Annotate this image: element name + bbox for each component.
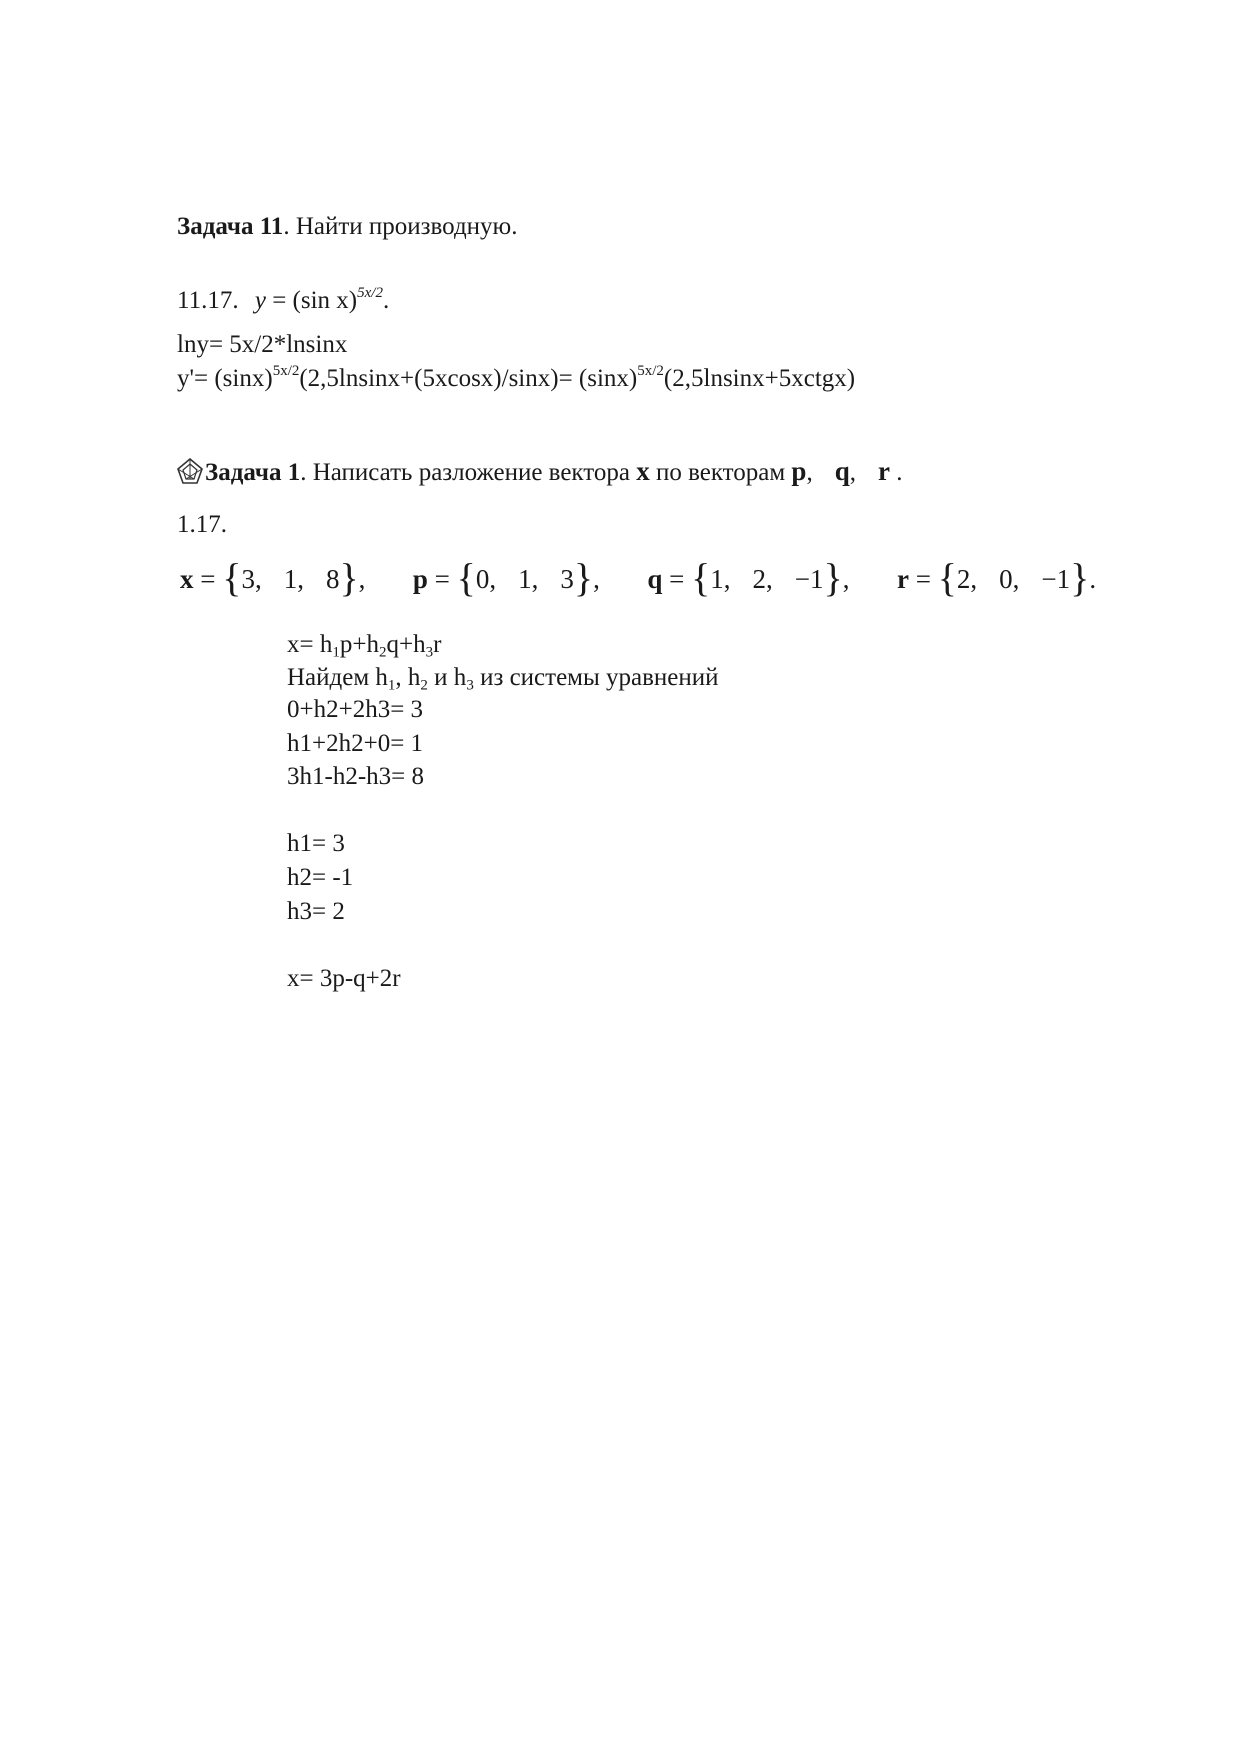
subscript: 1 <box>387 677 396 694</box>
vector-component: 0, <box>475 564 497 594</box>
task11-heading-label: Задача 11 <box>177 213 284 240</box>
derivative-part-b: (2,5lnsinx+(5xcosx)/sinx)= (sinx) <box>299 365 638 392</box>
task1-heading: Задача 1. Написать разложение вектора x по векторам p, q, r . <box>177 455 902 492</box>
vector-component: −1 <box>1041 564 1071 594</box>
task11-problem-lhs: y <box>254 287 266 314</box>
task11-problem <box>177 286 389 316</box>
task11-problem-base: (sin x) <box>292 287 358 314</box>
task1-heading-text: . Написать разложение вектора <box>300 459 630 486</box>
find-text: из системы уравнений <box>473 664 719 691</box>
equation-line: h1+2h2+0= 1 <box>287 730 424 757</box>
answer-line: x= 3p-q+2r <box>287 965 401 992</box>
task11-problem-end: . <box>382 287 390 314</box>
vector-separator: . <box>1089 564 1097 594</box>
expansion-text: r <box>433 631 442 658</box>
vector-component: 8 <box>325 564 340 594</box>
vector-q-symbol: q <box>834 456 850 486</box>
vector-definitions <box>180 555 1097 600</box>
vector-component: 2, <box>956 564 978 594</box>
find-text: Найдем h <box>287 664 388 691</box>
vector-component: 0, <box>999 564 1020 594</box>
solution-expansion <box>287 630 441 660</box>
vector-def: q = {1, 2, −1}, <box>647 555 850 600</box>
subscript: 2 <box>378 644 387 661</box>
subscript: 1 <box>332 644 340 661</box>
derivative-part-c: (2,5lnsinx+5xctgx) <box>663 365 856 392</box>
expansion-text: x= h <box>287 631 333 658</box>
vector-separator: , <box>842 564 850 594</box>
vector-component: 1, <box>710 564 731 594</box>
task11-problem-exponent: 5x/2 <box>357 284 383 301</box>
task11-derivative-line <box>177 364 855 394</box>
vector-separator: , <box>593 564 600 594</box>
result-line: h1= 3 <box>287 830 345 857</box>
vector-name: q <box>647 564 663 594</box>
vector-r-symbol: r <box>877 456 890 486</box>
subscript: 3 <box>425 644 434 661</box>
vector-def: p = {0, 1, 3}, <box>412 555 600 600</box>
vector-component: 1, <box>283 564 304 594</box>
task1-problem-number: 1.17. <box>177 511 227 538</box>
expansion-text: q+h <box>386 631 426 658</box>
equation-line: 3h1-h2-h3= 8 <box>287 763 424 790</box>
task1-heading-po: по векторам <box>655 459 786 486</box>
subscript: 2 <box>420 677 428 694</box>
result-line: h2= -1 <box>287 864 354 891</box>
task11-heading-text: . Найти производную. <box>283 213 518 240</box>
task11-heading <box>177 212 517 242</box>
vector-component: 3 <box>560 564 574 594</box>
equation-line: 0+h2+2h3= 3 <box>287 696 424 723</box>
vector-component: 3, <box>241 564 262 594</box>
vector-def: r = {2, 0, −1}. <box>896 555 1097 600</box>
vector-name: p <box>412 564 428 594</box>
solution-find-line <box>287 663 719 693</box>
derivative-exponent-2: 5x/2 <box>637 362 664 379</box>
subscript: 3 <box>466 677 474 694</box>
derivative-exponent-1: 5x/2 <box>272 362 300 379</box>
task11-problem-eq: = <box>272 287 287 314</box>
expansion-text: p+h <box>339 631 379 658</box>
vector-p-symbol: p <box>791 456 807 486</box>
vector-name: x <box>180 564 194 594</box>
vector-component: −1 <box>794 564 824 594</box>
find-text: и h <box>427 664 467 691</box>
vector-name: r <box>896 564 909 594</box>
vector-x-symbol: x <box>636 456 650 486</box>
derivative-part-a: y'= (sinx) <box>177 365 273 392</box>
task11-log-line: lny= 5x/2*lnsinx <box>177 331 348 358</box>
vector-component: 2, <box>752 564 773 594</box>
task11-problem-number: 11.17. <box>177 287 239 314</box>
find-text: , h <box>395 664 421 691</box>
task1-heading-label: Задача 1 <box>205 459 301 486</box>
result-line: h3= 2 <box>287 898 345 925</box>
vector-component: 1, <box>518 564 539 594</box>
vector-separator: , <box>358 564 366 594</box>
diamond-bullet-icon <box>177 458 203 492</box>
vector-def: x = {3, 1, 8}, <box>180 555 366 600</box>
